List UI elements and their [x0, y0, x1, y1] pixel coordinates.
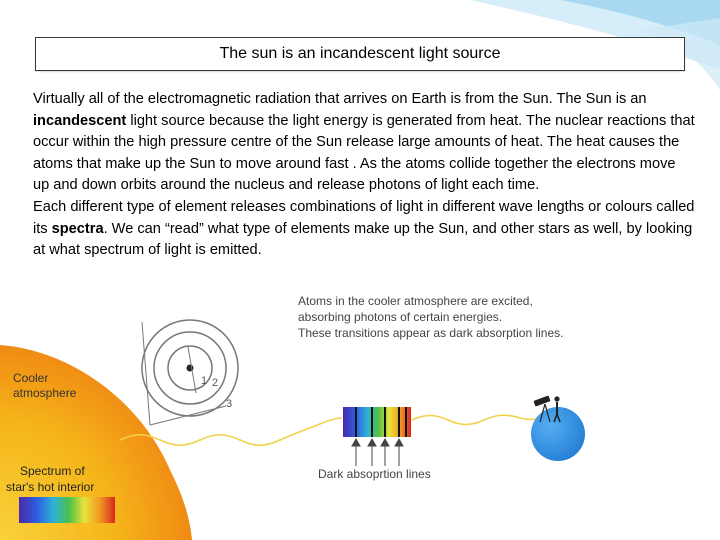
- orbit-label-1: 1: [201, 375, 208, 387]
- dark-lines-label: Dark absoprtion lines: [318, 467, 431, 481]
- keyword-incandescent: incandescent: [33, 112, 127, 129]
- caption-line-3: These transitions appear as dark absorption lines.: [298, 326, 564, 340]
- orbit-label-2: 2: [212, 377, 219, 389]
- slide-title: The sun is an incandescent light source: [219, 45, 501, 62]
- paragraph-1-start: Virtually all of the electromagnetic radiation that arrives on Earth is from the Sun. The Sun is an: [33, 91, 647, 107]
- zoom-line-top: [142, 322, 150, 425]
- cooler-label-line-1: Cooler: [13, 371, 49, 385]
- earth-observer: [531, 395, 585, 461]
- atom-diagram: [142, 320, 238, 416]
- paragraph-1-end: light source because the light energy is generated from heat. The nuclear reactions that occur within the high pressure centre of the Sun release large amounts of heat. The heat causes the atoms that make up the Sun to move around fast . As the atoms collide together the electrons move up and down orbits around the nucleus and release photons of light each time.: [33, 112, 695, 194]
- paragraph-2-end: . We can “read” what type of elements make up the Sun, and other stars as well, by looking at what spectrum of light is emitted.: [33, 220, 693, 259]
- interior-spectrum: [19, 497, 115, 523]
- caption-line-1: Atoms in the cooler atmosphere are excited,: [298, 294, 533, 308]
- paragraph-2-start: Each different type of element releases combinations of light in different wave lengths or colours called its: [33, 198, 695, 237]
- interior-label-line-2: star's hot interior: [6, 480, 95, 494]
- orbit-label-3: 3: [226, 398, 233, 410]
- absorption-spectrum: [343, 407, 411, 437]
- interior-label-line-1: Spectrum of: [20, 464, 85, 478]
- keyword-spectra: spectra: [51, 220, 104, 237]
- caption-line-2: absorbing photons of certain energies.: [298, 310, 503, 324]
- dark-line-arrows: [352, 439, 403, 466]
- cooler-label-line-2: atmosphere: [13, 386, 77, 400]
- light-wave-to-earth: [412, 415, 540, 424]
